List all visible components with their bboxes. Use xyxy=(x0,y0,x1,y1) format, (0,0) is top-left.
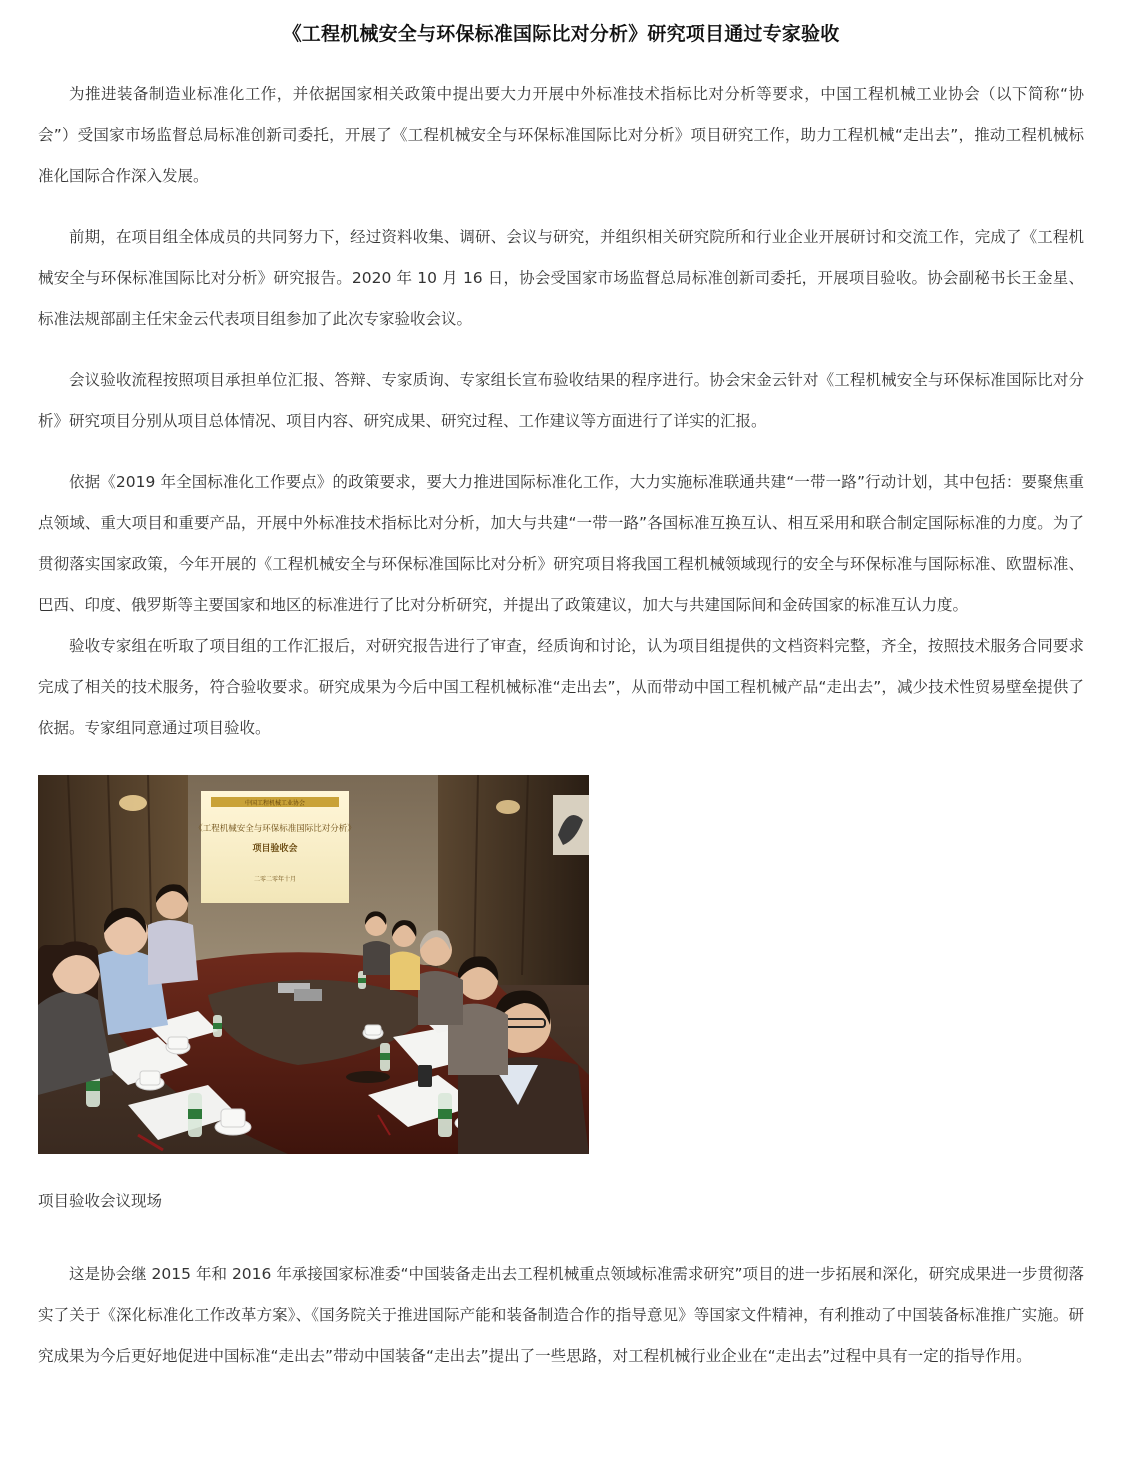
article-paragraph: 会议验收流程按照项目承担单位汇报、答辩、专家质询、专家组长宣布验收结果的程序进行。协会宋金云针对《工程机械安全与环保标准国际比对分析》研究项目分别从项目总体情况、项目内容、研究成果、研究过程、工作建议等方面进行了详实的汇报。 xyxy=(38,371,1084,430)
article-paragraph: 验收专家组在听取了项目组的工作汇报后，对研究报告进行了审查，经质询和讨论，认为项目组提供的文档资料完整，齐全，按照技术服务合同要求完成了相关的技术服务，符合验收要求。研究成果为今后中国工程机械标准“走出去”，从而带动中国工程机械产品“走出去”，减少技术性贸易壁垒提供了依据。专家组同意通过项目验收。 xyxy=(38,637,1084,737)
article-title: 《工程机械安全与环保标准国际比对分析》研究项目通过专家验收 xyxy=(282,23,840,45)
article-paragraph: 为推进装备制造业标准化工作，并依据国家相关政策中提出要大力开展中外标准技术指标比对分析等要求，中国工程机械工业协会（以下简称“协会”）受国家市场监督总局标准创新司委托，开展了《工程机械安全与环保标准国际比对分析》项目研究工作，助力工程机械“走出去”，推动工程机械标准化国际合作深入发展。 xyxy=(38,85,1084,185)
screen-title-text: 《工程机械安全与环保标准国际比对分析》 xyxy=(194,824,356,834)
article-paragraph: 前期，在项目组全体成员的共同努力下，经过资料收集、调研、会议与研究，并组织相关研究院所和行业企业开展研讨和交流工作，完成了《工程机械安全与环保标准国际比对分析》研究报告。2020 年 10 月 16 日，协会受国家市场监督总局标准创新司委托，开展项目验收。协会副秘书长王金星、标准法规部副主任宋金云代表项目组参加了此次专家验收会议。 xyxy=(38,228,1084,328)
meeting-photo xyxy=(38,775,589,1154)
screen-subtitle-text: 项目验收会 xyxy=(252,844,298,854)
screen-header-text: 中国工程机械工业协会 xyxy=(244,800,306,807)
article-closing-paragraph: 这是协会继 2015 年和 2016 年承接国家标准委“中国装备走出去工程机械重点领域标准需求研究”项目的进一步拓展和深化，研究成果进一步贯彻落实了关于《深化标准化工作改革方案》、《国务院关于推进国际产能和装备制造合作的指导意见》等国家文件精神，有利推动了中国装备标准推广实施。研究成果为今后更好地促进中国标准“走出去”带动中国装备“走出去”提出了一些思路，对工程机械行业企业在“走出去”过程中具有一定的指导作用。 xyxy=(38,1265,1084,1365)
meeting-photo-illustration xyxy=(38,775,589,1154)
photo-caption: 项目验收会议现场 xyxy=(38,1192,163,1210)
screen-date-text: 二零二零年十月 xyxy=(253,876,297,883)
article-paragraph: 依据《2019 年全国标准化工作要点》的政策要求，要大力推进国际标准化工作，大力实施标准联通共建“一带一路”行动计划，其中包括：要聚焦重点领域、重大项目和重要产品，开展中外标准技术指标比对分析，加大与共建“一带一路”各国标准互换互认、相互采用和联合制定国际标准的力度。为了贯彻落实国家政策，今年开展的《工程机械安全与环保标准国际比对分析》研究项目将我国工程机械领域现行的安全与环保标准与国际标准、欧盟标准、巴西、印度、俄罗斯等主要国家和地区的标准进行了比对分析研究，并提出了政策建议，加大与共建国际间和金砖国家的标准互认力度。 xyxy=(38,473,1084,614)
